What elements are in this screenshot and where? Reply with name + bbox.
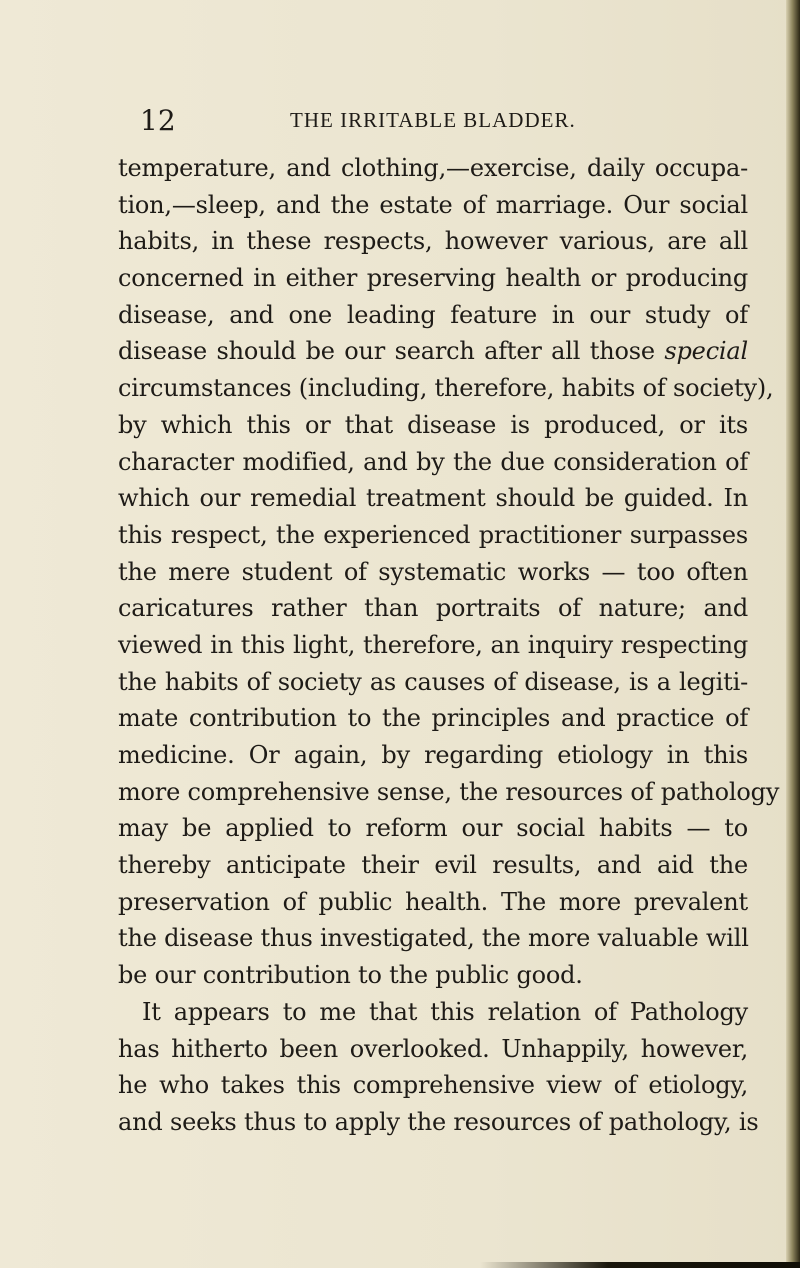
text-line-content: disease, and one leading feature in our study of <box>118 300 748 329</box>
text-line <box>118 1067 748 1104</box>
text-line <box>118 737 748 774</box>
text-line <box>118 260 748 297</box>
text-line <box>118 187 748 224</box>
text-line <box>118 590 748 627</box>
text-line <box>118 1031 748 1068</box>
italic-emphasis: special <box>664 337 748 366</box>
text-line-content: may be applied to reform our social habits — to <box>118 814 748 843</box>
page-number: 12 <box>140 104 176 137</box>
text-line-content: viewed in this light, therefore, an inquiry respecting <box>118 630 748 659</box>
text-line-content: disease should be our search after all those <box>118 337 655 366</box>
text-line <box>118 223 748 260</box>
text-line-content: circumstances (including, therefore, habits of society), <box>118 374 774 403</box>
text-line <box>118 664 748 701</box>
text-line-content: habits, in these respects, however various, are all <box>118 227 748 256</box>
text-line-content: temperature, and clothing,—exercise, daily occupa- <box>118 154 748 182</box>
text-line-content: the habits of society as causes of disease, is a legiti- <box>118 667 748 696</box>
text-line <box>118 407 748 444</box>
text-line-content: more comprehensive sense, the resources of pathology <box>118 777 780 806</box>
text-line <box>118 150 748 187</box>
text-line-content: the disease thus investigated, the more valuable will <box>118 924 749 953</box>
text-line-content: preservation of public health. The more prevalent <box>118 887 748 916</box>
text-line-content: be our contribution to the public good. <box>118 961 583 990</box>
text-line <box>118 297 748 334</box>
text-line <box>118 444 748 481</box>
text-line <box>118 700 748 737</box>
body-text <box>118 150 780 1141</box>
text-line <box>118 370 774 407</box>
text-line <box>118 884 748 921</box>
text-line <box>118 554 748 591</box>
text-line <box>118 774 780 811</box>
text-line-content: tion,—sleep, and the estate of marriage. Our social <box>118 190 748 219</box>
text-line-content: thereby anticipate their evil results, and aid the <box>118 851 748 880</box>
text-line-content: he who takes this comprehensive view of etiology, <box>118 1071 748 1100</box>
text-line <box>118 627 748 664</box>
page-header <box>140 104 780 144</box>
text-line-content: medicine. Or again, by regarding etiology in this <box>118 741 748 769</box>
text-line <box>118 333 748 370</box>
page-bottom-shadow <box>480 1262 800 1268</box>
text-line-content: concerned in either preserving health or producing <box>118 264 748 293</box>
text-line-content: and seeks thus to apply the resources of pathology, is <box>118 1107 759 1136</box>
text-line-content: mate contribution to the principles and practice of <box>118 704 748 733</box>
text-line <box>118 994 748 1031</box>
text-line-content: by which this or that disease is produced, or its <box>118 410 748 439</box>
text-line-content: character modified, and by the due consideration of <box>118 447 748 476</box>
text-line <box>118 1104 759 1141</box>
text-line-content: the mere student of systematic works — too often <box>118 557 748 586</box>
text-line-content: caricatures rather than portraits of nature; and <box>118 594 748 623</box>
text-line <box>118 517 748 554</box>
text-line <box>118 957 748 994</box>
text-line-content: which our remedial treatment should be guided. In <box>118 484 748 513</box>
text-line-content: It appears to me that this relation of Pathology <box>142 997 748 1026</box>
text-line-content: has hitherto been overlooked. Unhappily, however, <box>118 1034 748 1063</box>
text-line <box>118 480 748 517</box>
text-line <box>118 920 748 957</box>
text-line-content: this respect, the experienced practitioner surpasses <box>118 520 748 549</box>
page-edge-shadow <box>786 0 800 1268</box>
text-line <box>118 810 748 847</box>
running-head: THE IRRITABLE BLADDER. <box>290 108 576 132</box>
text-line <box>118 847 748 884</box>
